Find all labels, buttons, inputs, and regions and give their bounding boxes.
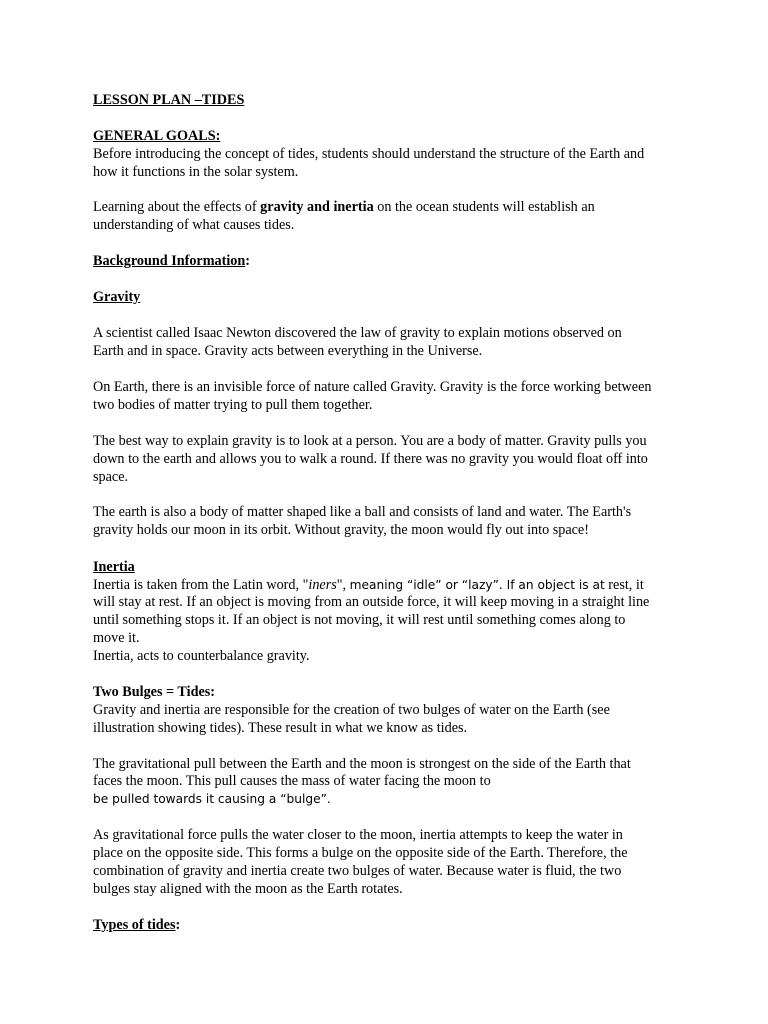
- types-of-tides-heading-colon: :: [175, 916, 181, 933]
- general-goals-p2-after: on the ocean students will establish an understanding of what causes tides.: [93, 199, 595, 234]
- background-heading-text: Background Information: [93, 253, 246, 270]
- lesson-title-text: LESSON PLAN –TIDES: [93, 92, 245, 108]
- gravity-paragraph-4: The earth is also a body of matter shaped like a ball and consists of land and water. The Earth's gravity holds our moon in its orbit. Without gravity, the moon would fly out into space!: [93, 504, 632, 539]
- inertia-p1-start: Inertia is taken from the Latin word, ": [93, 576, 309, 593]
- lesson-title: [93, 92, 653, 110]
- general-goals-paragraph-2: [93, 199, 653, 235]
- inertia-p1-italic: iners: [308, 576, 337, 593]
- gravity-paragraph-1: A scientist called Isaac Newton discovered the law of gravity to explain motions observed on Earth and in space. Gravity acts between everything in the Universe.: [93, 325, 622, 360]
- inertia-p1-quote-close: ",: [336, 576, 350, 593]
- document-page: [93, 92, 653, 935]
- gravity-paragraph-2: On Earth, there is an invisible force of nature called Gravity. Gravity is the force working between two bodies of matter trying to pull them together.: [93, 379, 652, 413]
- inertia-p1-rest: rest, it will stay at rest. If an object is moving from an outside force, it will keep moving in a straight line until something stops it. If an object is not moving, it will rest until something comes along to move it.: [93, 576, 650, 647]
- general-goals-heading: GENERAL GOALS:: [93, 127, 221, 144]
- two-bulges-p2-main: The gravitational pull between the Earth and the moon is strongest on the side of the Earth that faces the moon. This pull causes the mass of water facing the moon to: [93, 755, 631, 790]
- inertia-heading: Inertia: [93, 558, 135, 575]
- types-of-tides-heading-text: Types of tides: [93, 916, 176, 933]
- gravity-paragraph-3: The best way to explain gravity is to look at a person. You are a body of matter. Gravity pulls you down to the earth and allows you to walk a round. If there was no gravity you would float off into space.: [93, 432, 648, 485]
- background-heading-colon: :: [245, 253, 251, 270]
- background-heading: [93, 253, 653, 271]
- two-bulges-paragraph-3: As gravitational force pulls the water closer to the moon, inertia attempts to keep the water in place on the opposite side. This forms a bulge on the opposite side of the Earth. Therefore, the combination of gravity and inertia create two bulges of water. Because water is fluid, the two bulges stay aligned with the moon as the Earth rotates.: [93, 827, 628, 897]
- inertia-p1-last: Inertia, acts to counterbalance gravity.: [93, 648, 310, 665]
- general-goals-p2-bold: gravity and inertia: [260, 199, 374, 216]
- gravity-heading-text: Gravity: [93, 288, 141, 305]
- general-goals-section: [93, 128, 653, 182]
- two-bulges-section: [93, 684, 653, 738]
- two-bulges-paragraph-2: [93, 756, 653, 810]
- two-bulges-heading: Two Bulges = Tides:: [93, 683, 216, 700]
- two-bulges-p2-alt: be pulled towards it causing a “bulge”.: [93, 792, 331, 807]
- inertia-section: [93, 559, 653, 666]
- inertia-p1-meaning: meaning “idle” or “lazy”. If an object is at: [349, 577, 605, 592]
- general-goals-paragraph-1: Before introducing the concept of tides, students should understand the structure of the Earth and how it functions in the solar system.: [93, 145, 645, 180]
- gravity-heading: [93, 289, 653, 307]
- types-of-tides-heading: [93, 917, 653, 935]
- general-goals-p2-before: Learning about the effects of: [93, 199, 261, 216]
- two-bulges-paragraph-1: Gravity and inertia are responsible for the creation of two bulges of water on the Earth (see illustration showing tides). These result in what we know as tides.: [93, 701, 610, 736]
